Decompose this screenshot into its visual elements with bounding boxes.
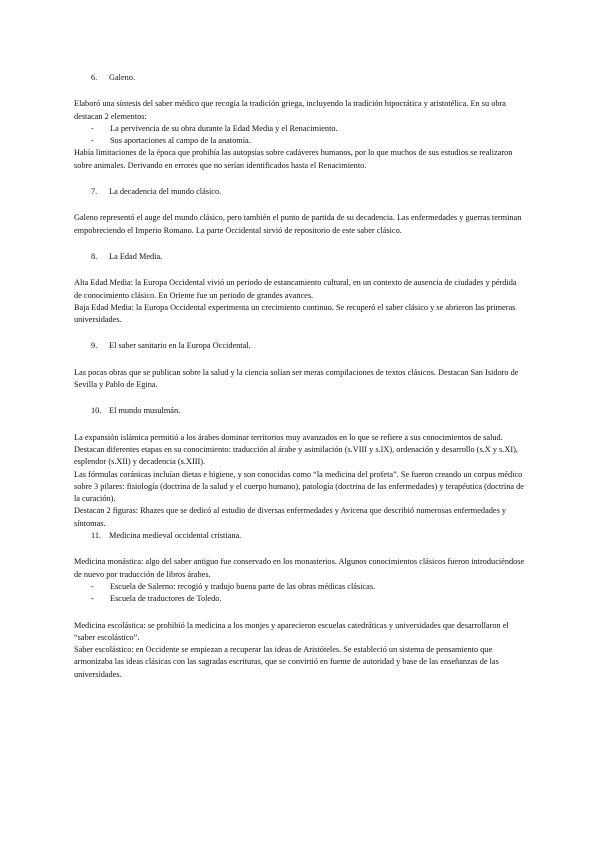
paragraph: Destacan 2 figuras: Rhazes que se dedicó al estudio de diversas enfermedades y Avicena que describió numerosas enfermedades y síntomas. — [74, 506, 507, 528]
paragraph: Baja Edad Media: la Europa Occidental experimenta un crecimiento continuo. Se recuperó el saber clásico y se abrieron las primeras universidades. — [74, 302, 516, 325]
paragraph: Alta Edad Media: la Europa Occidental vivió un periodo de estancamiento cultural, en un contexto de ausencia de ciudades y pérdida de conocimiento clásico. En Oriente fue un periodo de grandes avances. — [74, 278, 517, 300]
document-body — [74, 72, 526, 681]
heading-edad-media: 8. La Edad Media. — [91, 251, 163, 261]
heading-saber-sanitario: 9. El saber sanitario en la Europa Occidental. — [91, 341, 251, 351]
list-item: - Escuela de Salerno: recogió y tradujo buena parte de las obras médicas clásicas. — [74, 581, 526, 593]
list-item: - Sus aportaciones al campo de la anatomía. — [74, 135, 526, 147]
paragraph: Galeno representó el auge del mundo clásico, pero también el punto de partida de su decadencia. Las enfermedades y guerras terminan empobreciendo el Imperio Romano. La parte Occidental sirvió de repositorio de este saber clásico. — [74, 213, 522, 235]
heading-mundo-musulman: 10. El mundo musulmán. — [91, 406, 181, 416]
paragraph: Las fórmulas coránicas incluían dietas e higiene, y son conocidas como “la medicina del profeta”. Se fueron creando un corpus médico sobre 3 pilares: fisiología (doctrina de la salud y el cuerpo humano), patología (doctrina de las enfermedades) y terapéutica (doctrina de la curación). — [74, 469, 524, 504]
paragraph: Las pocas obras que se publican sobre la salud y la ciencia solían ser meras compilaciones de textos clásicos. Destacan San Isidoro de Sevilla y Pablo de Egina. — [74, 367, 519, 390]
heading-galeno: 6. Galeno. — [91, 73, 136, 82]
list-item: - La pervivencia de su obra durante la Edad Media y el Renacimiento. — [74, 123, 526, 135]
paragraph: La expansión islámica permitió a los árabes dominar territorios muy avanzados en lo que se refiere a sus conocimientos de salud. Destacan diferentes etapas en su conocimiento: traducción al árabe y asimilación (s.VIII y s.IX), ordenación y desarrollo (s.X y s.XI), esplendor (s.XII) y decadencia (s.XIII). — [74, 432, 518, 467]
bullet-list — [74, 123, 526, 148]
heading-medicina-medieval: 11. Medicina medieval occidental cristiana. — [91, 531, 242, 541]
paragraph: Saber escolástico: en Occidente se empiezan a recuperar las ideas de Aristóteles. Se estableció un sistema de pensamiento que armonizaba las ideas clásicas con las sagradas escrituras, que se convirtió en fuente de autoridad y base de las enseñanzas de las universidades. — [74, 645, 499, 679]
bullet-list — [74, 581, 526, 606]
paragraph: Medicina escolástica: se prohibió la medicina a los monjes y aparecieron escuelas catedráticas y universidades que desarrollaron el “saber escolástico”. — [74, 620, 509, 642]
paragraph: Elaboró una síntesis del saber médico que recogía la tradición griega, incluyendo la tradición hipocrática y aristotélica. En su obra destacan 2 elementos: — [74, 99, 506, 121]
heading-decadencia: 7. La decadencia del mundo clásico. — [91, 187, 222, 197]
paragraph: Había limitaciones de la época que prohibía las autopsias sobre cadáveres humanos, por lo que muchos de sus estudios se realizaron sobre animales. Derivando en errores que no serían identificados hasta el Renacimiento. — [74, 148, 513, 170]
list-item: - Escuela de traductores de Toledo. — [74, 593, 526, 605]
paragraph: Medicina monástica: algo del saber antiguo fue conservado en los monasterios. Algunos conocimientos clásicos fueron introduciéndose de nuevo por traducción de libros árabes. — [74, 557, 525, 579]
